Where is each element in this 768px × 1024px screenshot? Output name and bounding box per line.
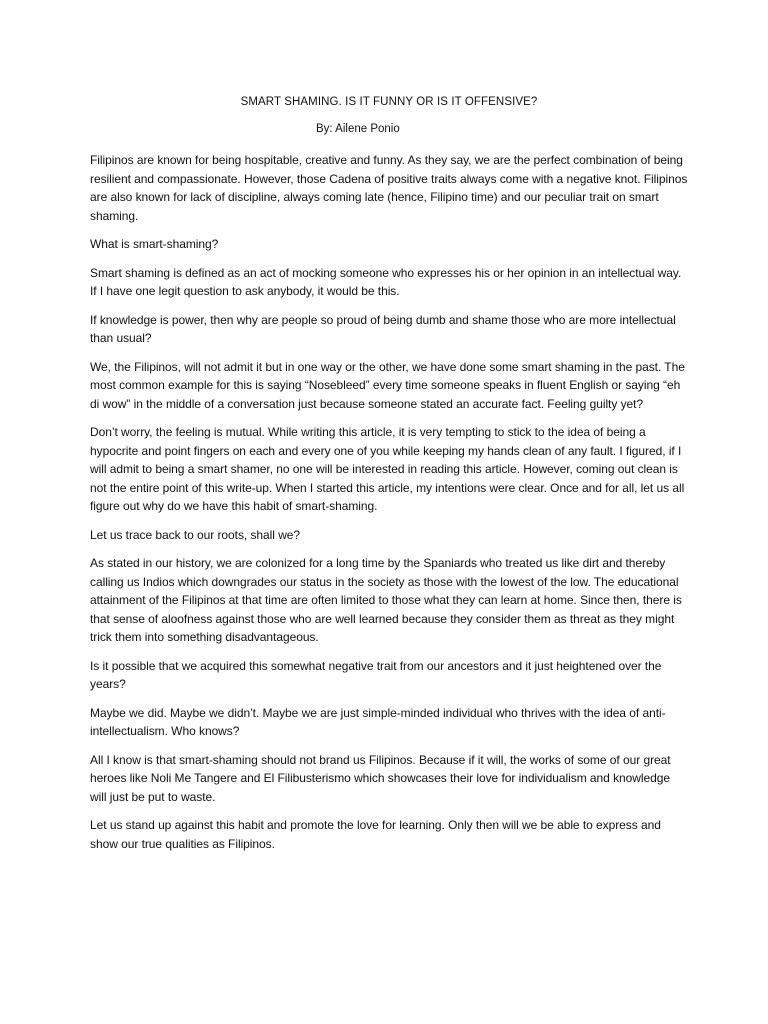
paragraph: As stated in our history, we are colonized for a long time by the Spaniards who treated us like dirt and thereby calling us Indios which downgrades our status in the society as those with the lowest of the low. The educational attainment of the Filipinos at that time are often limited to those what they can learn at home. Since then, there is that sense of aloofness against those who are well learned because they consider them as threat as they might trick them into something disadvantageous.	[90, 556, 682, 644]
paragraph: Maybe we did. Maybe we didn’t. Maybe we are just simple-minded individual who thrives with the idea of anti-intellectualism. Who knows?	[90, 705, 666, 738]
paragraph: Let us stand up against this habit and promote the love for learning. Only then will we be able to express and show our true qualities as Filipinos.	[90, 818, 661, 851]
paragraph: Smart shaming is defined as an act of mocking someone who expresses his or her opinion in an intellectual way. If I have one legit question to ask anybody, it would be this.	[90, 265, 682, 298]
article-title: SMART SHAMING. IS IT FUNNY OR IS IT OFFENSIVE?	[240, 96, 538, 108]
paragraph: If knowledge is power, then why are people so proud of being dumb and shame those who are more intellectual than usual?	[90, 312, 676, 345]
paragraph: All I know is that smart-shaming should not brand us Filipinos. Because if it will, the works of some of our great heroes like Noli Me Tangere and El Filibusterismo which showcases their love for individualism and knowledge will just be put to waste.	[90, 752, 671, 804]
article-byline: By: Ailene Ponio	[316, 123, 400, 135]
paragraph: We, the Filipinos, will not admit it but in one way or the other, we have done some smart shaming in the past. The most common example for this is saying “Nosebleed” every time someone speaks in fluent English or saying “eh di wow” in the middle of a conversation just because someone stated an accurate fact. Feeling guilty yet?	[90, 359, 685, 411]
paragraph: Filipinos are known for being hospitable, creative and funny. As they say, we are the perfect combination of being resilient and compassionate. However, those Cadena of positive traits always come with a negative knot. Filipinos are also known for lack of discipline, always coming late (hence, Filipino time) and our peculiar trait on smart shaming.	[90, 153, 688, 223]
article-body	[90, 95, 688, 863]
paragraph: Don’t worry, the feeling is mutual. While writing this article, it is very tempting to stick to the idea of being a hypocrite and point fingers on each and every one of you while keeping my hands clean of any fault. I figured, if I will admit to being a smart shamer, no one will be interested in reading this article. However, coming out clean is not the entire point of this write-up. When I started this article, my intentions were clear. Once and for all, let us all figure out why do we have this habit of smart-shaming.	[90, 425, 685, 513]
paragraph: Is it possible that we acquired this somewhat negative trait from our ancestors and it just heightened over the years?	[90, 658, 662, 691]
paragraph: What is smart-shaming?	[90, 237, 219, 251]
paragraph: Let us trace back to our roots, shall we?	[90, 527, 301, 542]
